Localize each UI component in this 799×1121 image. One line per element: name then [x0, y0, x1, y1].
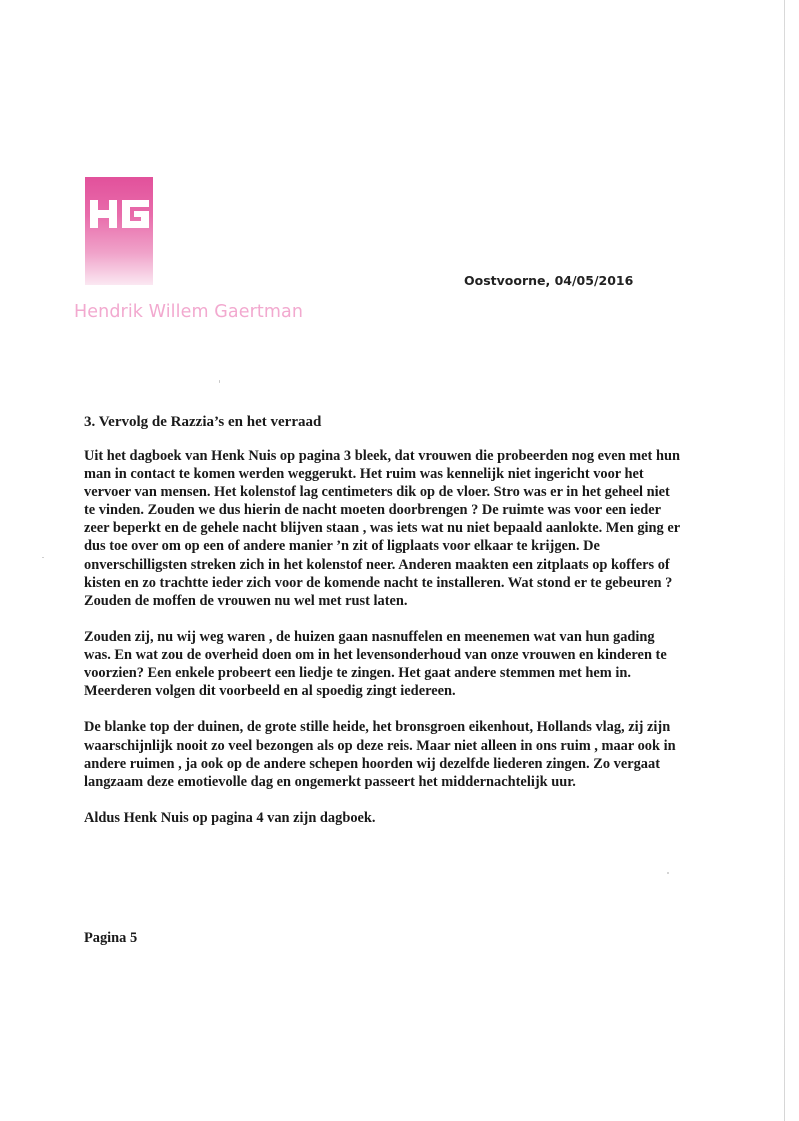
- date-line: Oostvoorne, 04/05/2016: [464, 273, 634, 288]
- paragraph: Aldus Henk Nuis op pagina 4 van zijn dagboek.: [84, 809, 376, 826]
- page-number: Pagina 5: [84, 930, 138, 946]
- scan-speck: [219, 380, 220, 383]
- paragraph: De blanke top der duinen, de grote stille heide, het bronsgroen eikenhout, Hollands vlag, zij zijn waarschijnlijk nooit zo veel bezongen als op deze reis. Maar niet alleen in ons ruim , maar ook in andere ruimen , ja ook op de andere schepen hoorden wij dezelfde liederen zingen. Zo vergaat langzaam deze emotievolle dag en ongemerkt passeert het middernachtelijk uur.: [84, 719, 676, 790]
- scan-speck: [667, 872, 669, 874]
- paragraph: Uit het dagboek van Henk Nuis op pagina 3 bleek, dat vrouwen die probeerden nog even met hun man in contact te komen werden weggerukt. Het ruim was kennelijk niet ingericht voor het vervoer van mensen. Het kolenstof lag centimeters dik op de vloer. Stro was er in het geheel niet te vinden. Zouden we dus hierin de nacht moeten doorbrengen ? De ruimte was voor een ieder zeer beperkt en de gehele nacht blijven staan , was iets wat nu niet bepaald aanlokte. Men ging er dus toe over om op een of andere manier ’n zit of ligplaats voor elkaar te krijgen. De onverschilligsten streken zich in het kolenstof neer. Anderen maakten een zitplaats op koffers of kisten en zo trachtte ieder zich voor de komende nacht te installeren. Wat stond er te gebeuren ? Zouden de moffen de vrouwen nu wel met rust laten.: [84, 448, 680, 609]
- scan-edge-line: [784, 0, 785, 1121]
- sender-name: Hendrik Willem Gaertman: [74, 302, 304, 322]
- paragraph: Zouden zij, nu wij weg waren , de huizen gaan nasnuffelen en meenemen wat van hun gading was. En wat zou de overheid doen om in het levensonderhoud van onze vrouwen en kinderen te voorzien? Een enkele probeert een liedje te zingen. Het gaat andere stemmen met hem in. Meerderen volgen dit voorbeeld en al spoedig zingt iedereen.: [84, 628, 667, 700]
- company-logo: [85, 177, 153, 285]
- scan-speck: [42, 557, 44, 558]
- section-heading: 3. Vervolg de Razzia’s en het verraad: [84, 414, 322, 430]
- letter-body: [84, 447, 684, 845]
- hg-logo-mark: [85, 177, 153, 285]
